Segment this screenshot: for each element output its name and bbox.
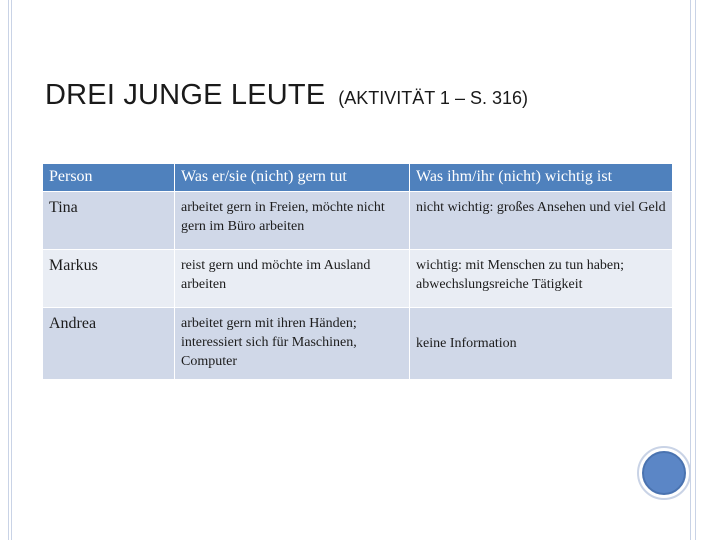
cell-important: keine Information bbox=[410, 308, 673, 380]
header-important: Was ihm/ihr (nicht) wichtig ist bbox=[410, 164, 673, 192]
slide-title-main: DREI JUNGE LEUTE bbox=[45, 79, 326, 111]
cell-important: wichtig: mit Menschen zu tun haben; abwechslungsreiche Tätigkeit bbox=[410, 250, 673, 308]
slide-title bbox=[45, 75, 528, 112]
cell-person: Tina bbox=[43, 192, 175, 250]
slide-frame-right-lines bbox=[690, 0, 696, 540]
cell-likes: reist gern und möchte im Ausland arbeiten bbox=[175, 250, 410, 308]
cell-important: nicht wichtig: großes Ansehen und viel Geld bbox=[410, 192, 673, 250]
people-table bbox=[42, 163, 673, 380]
decorative-circle bbox=[642, 451, 686, 495]
table-header-row bbox=[43, 164, 673, 192]
table-row bbox=[43, 250, 673, 308]
cell-likes: arbeitet gern in Freien, möchte nicht gern im Büro arbeiten bbox=[175, 192, 410, 250]
table-row bbox=[43, 192, 673, 250]
slide-frame-left-lines bbox=[8, 0, 12, 540]
slide-title-subtitle: (AKTIVITÄT 1 – S. 316) bbox=[338, 88, 528, 108]
header-person: Person bbox=[43, 164, 175, 192]
header-likes: Was er/sie (nicht) gern tut bbox=[175, 164, 410, 192]
table-row bbox=[43, 308, 673, 380]
cell-person: Markus bbox=[43, 250, 175, 308]
cell-likes: arbeitet gern mit ihren Händen; interessiert sich für Maschinen, Computer bbox=[175, 308, 410, 380]
cell-person: Andrea bbox=[43, 308, 175, 380]
